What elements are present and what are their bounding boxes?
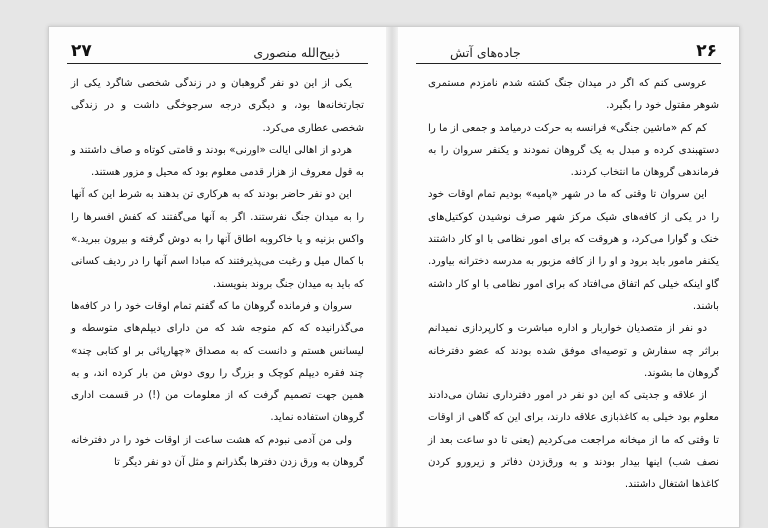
- paragraph: عروسی کنم که اگر در میدان جنگ کشته شدم نامزدم مستمری شوهر مقتول خود را بگیرد.: [428, 78, 719, 112]
- paragraph: از علاقه و جدیتی که این دو نفر در امور دفترداری نشان می‌دادند معلوم بود خیلی به کاغذبازی علاقه دارند، برای این که گاهی از اوقات تا وقتی که ما از میخانه مراجعت می‌کردیم (یعنی تا دو ساعت بعد از نصف شب) اینها بیدار بودند و به ورق‌زدن دفاتر و زیرورو کردن کاغذها اشتغال داشتند.: [428, 390, 719, 491]
- paragraph: این دو نفر حاضر بودند که به هرکاری تن بدهند به شرط این که آنها را به میدان جنگ نفرستند. اگر به آنها می‌گفتند که کفش افسرها را واکس بزنیه و یا خاکروبه اطاق آنها را به دوش گرفته و بیرون ببرید.» با کمال میل و رغبت می‌پذیرفتند که مبادا اسم آنها را در ردیف کسانی که باید به میدان جنگ بروند بنویسند.: [71, 189, 364, 290]
- left-page: [49, 27, 386, 527]
- left-running-title: ذبیح‌الله منصوری: [253, 45, 340, 60]
- right-running-title: جاده‌های آتش: [450, 45, 521, 60]
- paragraph: کم کم «ماشین جنگی» فرانسه به حرکت درمیامد و جمعی از ما را دستهبندی کرده و مبدل به یک گروهان نمودند و یکنفر سروان را به فرماندهی گروهان ما انتخاب کردند.: [428, 122, 719, 179]
- left-page-text: [71, 73, 364, 474]
- right-page: [398, 27, 739, 527]
- right-page-text: [428, 73, 719, 497]
- left-page-number: ۲۷: [71, 41, 92, 61]
- paragraph: دو نفر از متصدیان خواربار و اداره مباشرت و کارپردازی نمیدانم براثر چه سفارش و توصیه‌ای موفق شده بودند که عضو دفترخانه گروهان ما بشوند.: [428, 323, 719, 379]
- paragraph: ولی من آدمی نبودم که هشت ساعت از اوقات خود را در دفترخانه گروهان به ورق زدن دفترها بگذرانم و مثل آن دو نفر دیگر تا: [71, 434, 364, 469]
- paragraph: این سروان تا وقتی که ما در شهر «پامیه» بودیم تمام اوقات خود را در یکی از کافه‌های شیک مرکز شهر صرف نوشیدن کوکتیل‌های خنک و گوارا می‌کرد، و هروقت که برای امور نظامی با او کار داشتند یکنفر مامور باید برود و او را از کافه مزبور به مدرسه دخترانه بیاورد. گاو اینکه خیلی کم اتفاق می‌افتاد که برای امور نظامی با او کار داشته باشند.: [428, 189, 719, 312]
- book-gutter: [386, 27, 398, 527]
- paragraph: یکی از این دو نفر گروهبان و در زندگی شخصی شاگرد یکی از تجارتخانه‌ها بود، و دیگری درجه سرجوخگی داشت و در زندگی شخصی عطاری می‌کرد.: [71, 78, 364, 134]
- paragraph: سروان و فرمانده گروهان ما که گفتم تمام اوقات خود را در کافه‌ها می‌گذرانیده که کم متوجه شد که من دارای دیپلم‌های متوسطه و لیسانس هستم و دانست که به مصداق «چهارپائی بر او کتابی چند» چند فقره دیپلم کوچک و بزرگ را روی دوش من بار کرده اند، و به همین جهت تصمیم گرفت که از معلومات من (!) در قسمت اداری گروهان استفاده نماید.: [71, 300, 364, 424]
- left-page-header: [67, 41, 368, 64]
- paragraph: هردو از اهالی ایالت «اورنی» بودند و قامتی کوتاه و صاف داشتند و به قول معروف از هزار قدمی معلوم بود که محیل و مزور هستند.: [71, 144, 364, 179]
- right-page-header: [416, 41, 721, 64]
- right-page-number: ۲۶: [696, 41, 717, 61]
- book-spread: [48, 26, 740, 528]
